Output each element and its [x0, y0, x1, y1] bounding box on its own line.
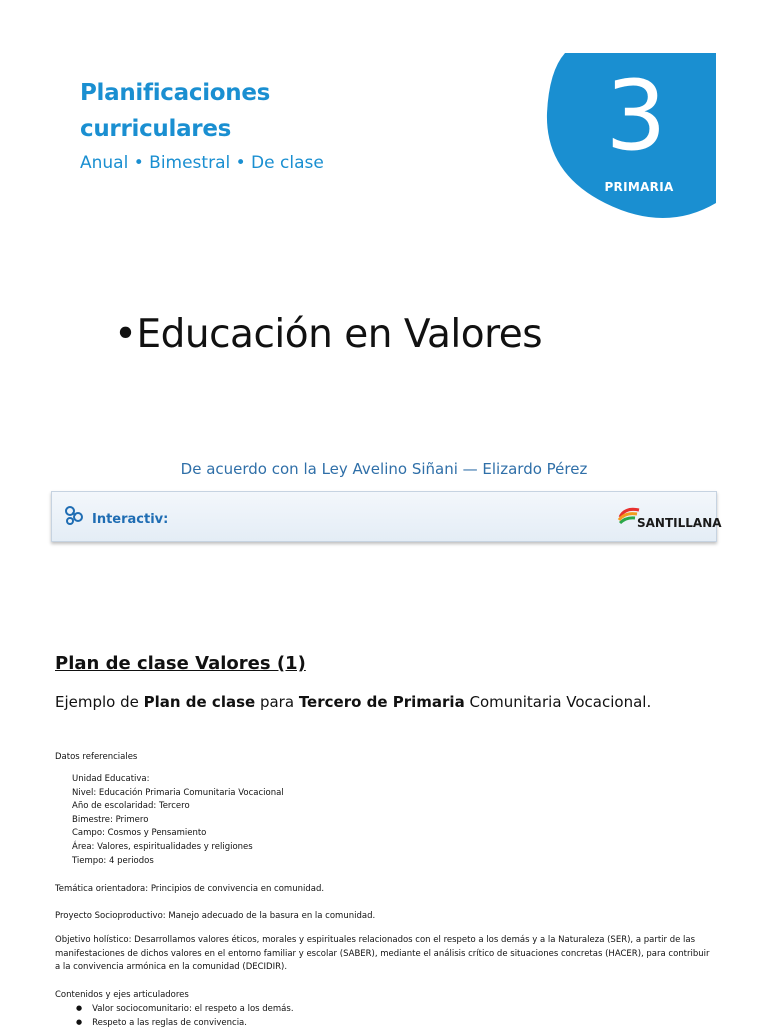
datos-item: Campo: Cosmos y Pensamiento	[72, 828, 207, 839]
contenidos-title: Contenidos y ejes articuladores	[55, 990, 189, 1000]
tematica-line: Temática orientadora: Principios de convivencia en comunidad.	[55, 884, 325, 894]
contenidos-list	[76, 1003, 294, 1030]
datos-item: Tiempo: 4 periodos	[72, 855, 154, 866]
datos-item: Área: Valores, espiritualidades y religiones	[72, 841, 253, 852]
interactiv-logo-icon	[62, 503, 86, 527]
datos-item: Unidad Educativa:	[72, 774, 150, 784]
contenidos-item: ● Respeto a las reglas de convivencia.	[76, 1017, 294, 1030]
interactiv-logo-text: Interactiv:	[92, 512, 169, 527]
grade-label: PRIMARIA	[604, 180, 674, 194]
subtitle: Anual • Bimestral • De clase	[80, 153, 324, 173]
santillana-logo-text: SANTILLANA	[637, 516, 722, 530]
law-reference: De acuerdo con la Ley Avelino Siñani — Elizardo Pérez	[180, 460, 588, 478]
objetivo-paragraph: Objetivo holístico: Desarrollamos valores éticos, morales y espirituales relacionados con el respeto a los demás y a la Naturaleza (SER), a partir de las manifestaciones de dichos valores en el entorno familiar y escolar (SABER), mediante el análisis crítico de situaciones concretas (HACER), para contribuir a la convivencia armónica en la comunidad (DECIDIR).	[55, 935, 710, 973]
datos-list	[72, 773, 284, 868]
title-line-1: Planificaciones	[80, 80, 271, 106]
proyecto-line: Proyecto Socioproductivo: Manejo adecuado de la basura en la comunidad.	[55, 911, 376, 921]
title-line-2: curriculares	[80, 116, 232, 142]
datos-item: Año de escolaridad: Tercero	[72, 801, 190, 812]
main-title: •Educación en Valores	[114, 312, 543, 357]
datos-title: Datos referenciales	[55, 752, 138, 762]
plan-heading: Plan de clase Valores (1)	[55, 653, 306, 674]
example-line: Ejemplo de Plan de clase para Tercero de Primaria Comunitaria Vocacional.	[55, 693, 652, 711]
datos-item: Bimestre: Primero	[72, 814, 149, 825]
contenidos-item: ● Valor sociocomunitario: el respeto a los demás.	[76, 1003, 294, 1017]
grade-number: 3	[605, 60, 667, 172]
datos-item: Nivel: Educación Primaria Comunitaria Vocacional	[72, 787, 284, 798]
